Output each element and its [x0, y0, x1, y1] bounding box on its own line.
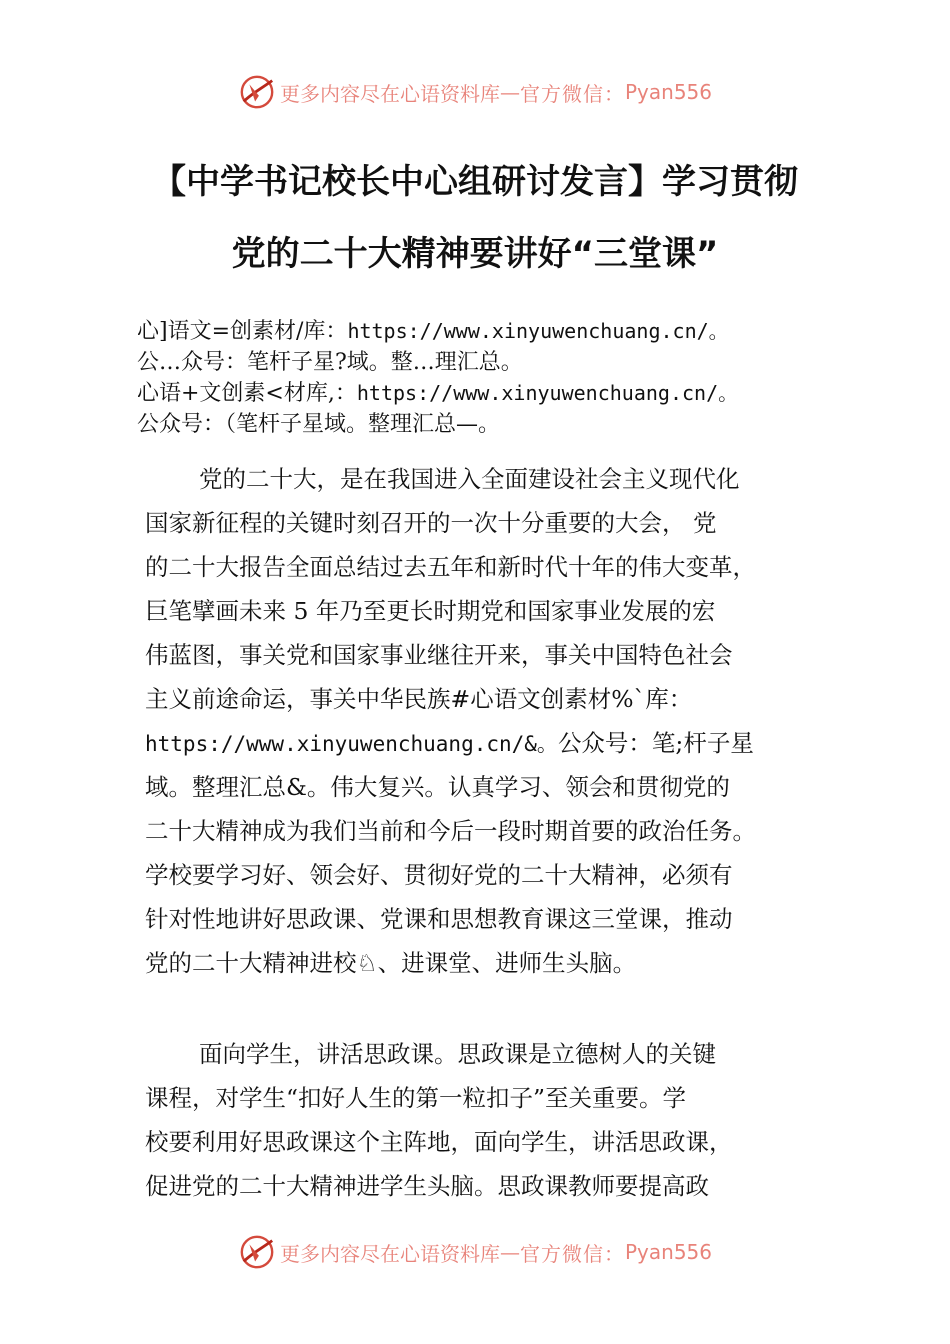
meta-line-4: 公众号：（笔杆子星域。整理汇总—。: [137, 412, 501, 437]
banner-text: 更多内容尽在心语资料库: [279, 81, 500, 106]
text-line: 学校要学习好、领会好、贯彻好党的二十大精神，必须有: [145, 861, 733, 889]
document-title-line-1: 【中学书记校长中心组研讨发言】学习贯彻: [152, 162, 798, 202]
text-line: 域。整理汇总&。伟大复兴。认真学习、领会和贯彻党的: [145, 773, 730, 801]
text-line: 针对性地讲好思政课、党课和思想教育课这三堂课，推动: [145, 905, 733, 933]
text-line: 国家新征程的关键时刻召开的一次十分重要的大会， 党: [145, 509, 717, 537]
banner-dash: —: [499, 80, 520, 104]
document-title-line-2: 党的二十大精神要讲好“三堂课”: [231, 234, 719, 274]
meta-line-1: 心]语文=创素材/库：https://www.xinyuwenchuang.cn/。: [137, 319, 729, 344]
text-line: 二十大精神成为我们当前和今后一段时期首要的政治任务。: [145, 817, 756, 845]
text-line: 巨笔擘画未来 5 年乃至更长时期党和国家事业发展的宏: [145, 597, 716, 625]
text-line: 校要利用好思政课这个主阵地，面向学生，讲活思政课，: [145, 1128, 733, 1156]
pen-nib-logo-icon: [238, 73, 276, 111]
text-line: https://www.xinyuwenchuang.cn/&。公众号：笔;杆子星: [145, 729, 754, 757]
header-banner: [0, 70, 950, 114]
meta-line-3: 心语+文创素<材库,：https://www.xinyuwenchuang.cn/。: [137, 381, 739, 406]
text-line: 党的二十大，是在我国进入全面建设社会主义现代化: [199, 465, 740, 493]
text-line: 伟蓝图，事关党和国家事业继往开来，事关中国特色社会: [145, 641, 733, 669]
banner-wechat-id: Pyan556: [624, 1240, 712, 1264]
text-line: 面向学生，讲活思政课。思政课是立德树人的关键: [199, 1040, 716, 1068]
banner-wechat-id: Pyan556: [624, 80, 712, 104]
pen-nib-logo-icon: [238, 1233, 276, 1271]
text-line: 主义前途命运，事关中华民族#心语文创素材%`库：: [145, 685, 693, 713]
text-line: 党的二十大精神进校♘、进课堂、进师生头脑。: [145, 949, 637, 977]
banner-wechat-label: 官方微信：: [519, 81, 625, 106]
footer-banner: [0, 1230, 950, 1274]
banner-text: 更多内容尽在心语资料库: [279, 1241, 500, 1266]
text-line: 课程，对学生“扣好人生的第一粒扣子”至关重要。学: [145, 1084, 687, 1112]
banner-wechat-label: 官方微信：: [519, 1241, 625, 1266]
text-line: 的二十大报告全面总结过去五年和新时代十年的伟大变革，: [145, 553, 756, 581]
text-line: 促进党的二十大精神进学生头脑。思政课教师要提高政: [145, 1172, 709, 1200]
meta-line-2: 公…众号：笔杆子星?域。整…理汇总。: [137, 350, 523, 375]
banner-dash: —: [499, 1240, 520, 1264]
